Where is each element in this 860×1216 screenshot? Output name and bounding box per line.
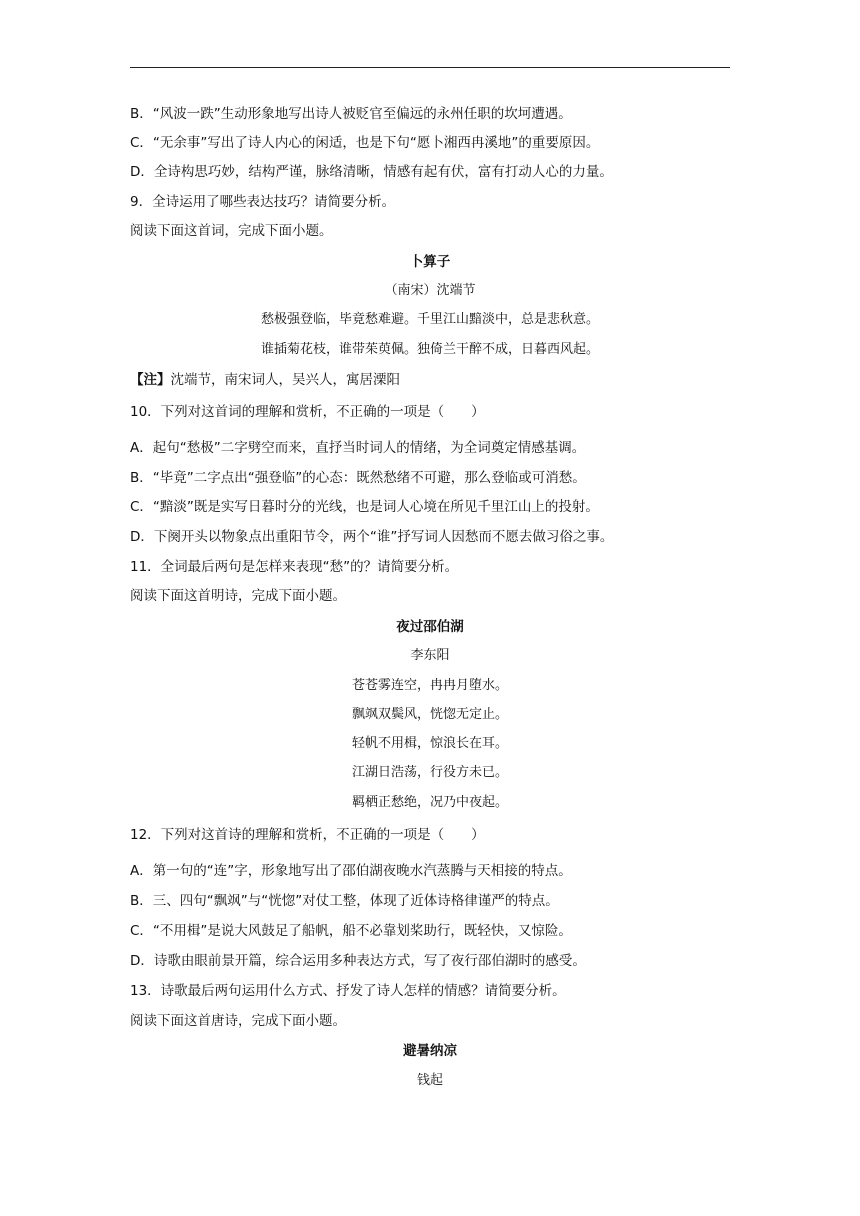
- note-text: 沈端节，南宋词人，吴兴人，寓居溧阳: [170, 372, 400, 388]
- q10-option-b: B．“毕竟”二字点出“强登临”的心态：既然愁绪不可避，那么登临或可消愁。: [130, 470, 586, 486]
- question-10: 10．下列对这首词的理解和赏析，不正确的一项是（ ）: [130, 404, 485, 420]
- poem2-author: 钱起: [416, 1073, 443, 1088]
- option-c-prev: C．“无余事”写出了诗人内心的闲适，也是下句“愿卜湘西冉溪地”的重要原因。: [130, 135, 600, 151]
- q10-option-c: C．“黯淡”既是实写日暮时分的光线，也是词人心境在所见千里江山上的投射。: [130, 499, 599, 515]
- poem-line-3: 轻帆不用楫，惊浪长在耳。: [351, 736, 508, 751]
- q10-option-d: D．下阕开头以物象点出重阳节令，两个“谁”抒写词人因愁而不愿去做习俗之事。: [130, 529, 614, 545]
- ci-note: [130, 370, 400, 390]
- question-9: 9．全诗运用了哪些表达技巧？请简要分析。: [130, 194, 396, 210]
- header-rule: [130, 67, 730, 68]
- note-tag: 【注】: [130, 372, 171, 388]
- q10-option-a: A．起句“愁极”二字劈空而来，直抒当时词人的情绪，为全词奠定情感基调。: [130, 440, 586, 456]
- poem-line-5: 羁栖正愁绝，况乃中夜起。: [351, 795, 508, 810]
- ci-author: （南宋）沈端节: [384, 283, 476, 298]
- question-11: 11．全词最后两句是怎样来表现“愁”的？请简要分析。: [130, 559, 459, 575]
- question-13: 13．诗歌最后两句运用什么方式、抒发了诗人怎样的情感？请简要分析。: [130, 983, 566, 999]
- poem-title: 夜过邵伯湖: [396, 619, 464, 635]
- poem-line-2: 飘飒双鬓风，恍惚无定止。: [351, 707, 508, 722]
- option-b-prev: B．“风波一跌”生动形象地写出诗人被贬官至偏远的永州任职的坎坷遭遇。: [130, 106, 572, 122]
- ci-line-1: 愁极强登临，毕竟愁难避。千里江山黯淡中，总是悲秋意。: [260, 312, 599, 327]
- poem-line-1: 苍苍雾连空，冉冉月堕水。: [351, 678, 508, 693]
- ci-line-2: 谁插菊花枝，谁带茱萸佩。独倚兰干醉不成，日暮西风起。: [260, 342, 599, 357]
- q12-option-a: A．第一句的“连”字，形象地写出了邵伯湖夜晚水汽蒸腾与天相接的特点。: [130, 863, 572, 879]
- reading-intro-ci: 阅读下面这首词，完成下面小题。: [130, 223, 333, 239]
- poem2-title: 避暑纳凉: [403, 1043, 457, 1059]
- reading-intro-poem: 阅读下面这首明诗，完成下面小题。: [130, 588, 346, 604]
- q12-option-c: C．“不用楫”是说大风鼓足了船帆，船不必靠划桨助行，既轻快，又惊险。: [130, 923, 572, 939]
- question-12: 12．下列对这首诗的理解和赏析，不正确的一项是（ ）: [130, 827, 485, 843]
- poem-author: 李东阳: [410, 648, 450, 663]
- reading-intro-poem2: 阅读下面这首唐诗，完成下面小题。: [130, 1013, 346, 1029]
- option-d-prev: D．全诗构思巧妙，结构严谨，脉络清晰，情感有起有伏，富有打动人心的力量。: [130, 164, 613, 180]
- q12-option-d: D．诗歌由眼前景开篇，综合运用多种表达方式，写了夜行邵伯湖时的感受。: [130, 953, 586, 969]
- q12-option-b: B．三、四句“飘飒”与“恍惚”对仗工整，体现了近体诗格律谨严的特点。: [130, 893, 559, 909]
- poem-line-4: 江湖日浩荡，行役方未已。: [351, 765, 508, 780]
- ci-title: 卜算子: [409, 254, 451, 270]
